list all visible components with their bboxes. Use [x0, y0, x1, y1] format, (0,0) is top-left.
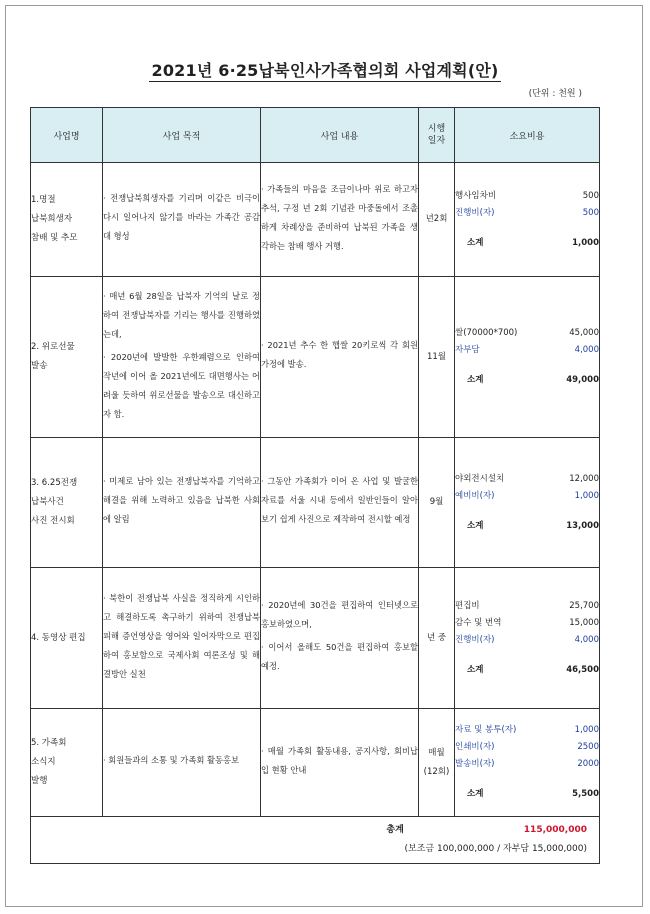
project-name-line: 발송 — [31, 361, 48, 371]
project-name-line: 납북사건 — [31, 497, 64, 507]
content-paragraph: · 그동안 가족회가 이어 온 사업 및 발굴한 자료를 서울 시내 등에서 일반인들이 알아보기 쉽게 사진으로 제작하여 전시할 예정 — [261, 476, 418, 524]
plan-row — [31, 163, 600, 277]
budget-item-amount: 1,000 — [574, 725, 599, 735]
header-budget: 소요비용 — [455, 108, 600, 163]
budget-item-label: 자료 및 봉투(자) — [455, 725, 517, 735]
header-row — [31, 108, 600, 163]
project-name-line: 4. 동영상 편집 — [31, 632, 86, 643]
header-project-name: 사업명 — [31, 108, 103, 163]
header-purpose: 사업 목적 — [103, 108, 261, 163]
project-purpose — [103, 163, 261, 277]
project-name-line: 5. 가족회 — [31, 738, 67, 748]
budget-line — [455, 325, 599, 342]
budget-line — [455, 205, 599, 222]
budget-line — [455, 471, 599, 488]
budget-item-amount: 25,700 — [569, 600, 599, 611]
header-content: 사업 내용 — [261, 108, 419, 163]
subtotal-label: 소계 — [467, 789, 484, 799]
budget-item-amount: 15,000 — [569, 617, 599, 628]
business-plan-table — [30, 107, 600, 864]
header-period: 시행 일자 — [419, 108, 455, 163]
budget-item-label: 발송비(자) — [455, 759, 495, 769]
budget-subtotal — [455, 235, 599, 252]
subtotal-amount: 1,000 — [572, 237, 599, 248]
project-purpose — [103, 568, 261, 709]
project-budget — [455, 438, 600, 568]
budget-item-amount: 2000 — [577, 759, 599, 769]
summary-row — [31, 817, 600, 864]
subtotal-amount: 5,500 — [572, 789, 599, 799]
subtotal-amount: 49,000 — [566, 375, 599, 385]
summary-breakdown: (보조금 100,000,000 / 자부담 15,000,000) — [404, 844, 587, 854]
summary-cell — [31, 817, 600, 864]
project-content — [261, 438, 419, 568]
subtotal-label: 소계 — [467, 375, 484, 385]
budget-line — [455, 188, 599, 205]
content-paragraph: · 2020년에 30건을 편집하여 인터넷으로 홍보하였으며, — [261, 600, 418, 629]
budget-item-amount: 2500 — [577, 742, 599, 752]
purpose-paragraph: · 회원들과의 소통 및 가족회 활동홍보 — [103, 755, 240, 765]
purpose-paragraph: · 매년 6월 28일을 납북자 기억의 날로 정하여 전쟁납북자를 기리는 행사를 진행하였는데, — [103, 290, 260, 339]
budget-subtotal — [455, 662, 599, 679]
project-purpose — [103, 709, 261, 817]
project-budget — [455, 163, 600, 277]
project-content — [261, 709, 419, 817]
project-budget — [455, 568, 600, 709]
project-name — [31, 277, 103, 438]
budget-line — [455, 756, 599, 773]
project-period: 11월 — [419, 277, 455, 438]
content-paragraph: · 이어서 올해도 50건을 편집하여 홍보할 예정. — [261, 642, 418, 671]
project-period: 년 중 — [419, 568, 455, 709]
subtotal-amount: 13,000 — [566, 520, 599, 531]
budget-item-label: 자부담 — [455, 345, 480, 355]
purpose-paragraph: · 북한이 전쟁납북 사실을 정직하게 시인하고 해결하도록 촉구하기 위하여 전쟁납북 피해 증언영상을 영어와 일어자막으로 편집하여 홍보함으로 국제사회 여론조성 및 해결방안 실천 — [103, 592, 260, 679]
unit-note: (단위 : 천원 ) — [528, 89, 582, 99]
purpose-paragraph: · 전쟁납북희생자를 기리며 이같은 비극이 다시 일어나지 않기를 바라는 가족간 공감대 형성 — [103, 193, 260, 241]
budget-item-label: 편집비 — [455, 600, 480, 611]
project-content — [261, 163, 419, 277]
budget-line — [455, 342, 599, 359]
budget-item-label: 인쇄비(자) — [455, 742, 495, 752]
content-paragraph: · 매월 가족회 활동내용, 공지사항, 회비납입 현황 안내 — [261, 745, 418, 775]
project-budget — [455, 709, 600, 817]
subtotal-label: 소계 — [467, 664, 484, 675]
project-name-line: 1.명절 — [31, 195, 56, 205]
plan-row — [31, 709, 600, 817]
project-name — [31, 438, 103, 568]
budget-subtotal — [455, 518, 599, 535]
project-name — [31, 568, 103, 709]
budget-item-label: 야외전시설치 — [455, 473, 505, 484]
subtotal-label: 소계 — [467, 237, 484, 248]
project-name-line: 참배 및 추모 — [31, 233, 78, 243]
content-paragraph: · 가족들의 마음을 조금이나마 위로 하고자 추석, 구정 년 2회 기념관 마중돌에서 조촐하게 차례상을 준비하여 납북된 가족을 생각하는 참배 행사 거행. — [261, 183, 418, 251]
project-period: 9월 — [419, 438, 455, 568]
plan-row — [31, 438, 600, 568]
budget-item-label: 행사임차비 — [455, 190, 497, 201]
budget-line — [455, 739, 599, 756]
subtotal-amount: 46,500 — [566, 664, 599, 675]
plan-row — [31, 277, 600, 438]
purpose-paragraph: · 미제로 남아 있는 전쟁납북자를 기억하고 해결을 위해 노력하고 있음을 납북한 사회에 알림 — [103, 476, 260, 524]
project-period: 매월 (12회) — [419, 709, 455, 817]
project-name — [31, 163, 103, 277]
project-period: 년2회 — [419, 163, 455, 277]
budget-item-label: 진행비(자) — [455, 207, 495, 218]
project-content — [261, 568, 419, 709]
subtotal-label: 소계 — [467, 520, 484, 531]
project-name — [31, 709, 103, 817]
budget-item-label: 감수 및 번역 — [455, 617, 502, 628]
purpose-paragraph: · 2020년에 발발한 우한폐렴으로 인하여 작년에 이어 올 2021년에도 대면행사는 어려울 듯하여 위로선물을 발송으로 대신하고자 함. — [103, 351, 260, 419]
budget-item-amount: 500 — [582, 190, 599, 201]
plan-row — [31, 568, 600, 709]
budget-item-label: 진행비(자) — [455, 634, 495, 645]
project-budget — [455, 277, 600, 438]
project-content — [261, 277, 419, 438]
summary-total: 115,000,000 — [523, 825, 587, 835]
project-name-line: 2. 위로선물 — [31, 342, 75, 352]
project-name-line: 소식지 — [31, 757, 56, 767]
document-title: 2021년 6·25납북인사가족협의회 사업계획(안) — [151, 61, 499, 80]
budget-line — [455, 488, 599, 505]
project-purpose — [103, 438, 261, 568]
content-paragraph: · 2021년 추수 한 햅쌀 20키로씩 각 회원 가정에 발송. — [261, 340, 418, 369]
budget-item-amount: 500 — [582, 207, 599, 218]
budget-subtotal — [455, 786, 599, 803]
budget-line — [455, 598, 599, 615]
budget-item-amount: 4,000 — [574, 634, 599, 645]
budget-subtotal — [455, 372, 599, 389]
project-name-line: 3. 6.25전쟁 — [31, 478, 78, 488]
budget-item-amount: 45,000 — [569, 328, 599, 338]
budget-line — [455, 632, 599, 649]
budget-line — [455, 615, 599, 632]
budget-line — [455, 722, 599, 739]
project-purpose — [103, 277, 261, 438]
summary-label: 총계 — [386, 825, 404, 835]
project-name-line: 납북희생자 — [31, 214, 73, 224]
budget-item-amount: 1,000 — [574, 490, 599, 501]
project-name-line: 사진 전시회 — [31, 516, 75, 526]
budget-item-amount: 12,000 — [569, 473, 599, 484]
project-name-line: 발행 — [31, 776, 48, 786]
budget-item-label: 쌀(70000*700) — [455, 328, 518, 338]
budget-item-label: 예비비(자) — [455, 490, 495, 501]
budget-item-amount: 4,000 — [574, 345, 599, 355]
